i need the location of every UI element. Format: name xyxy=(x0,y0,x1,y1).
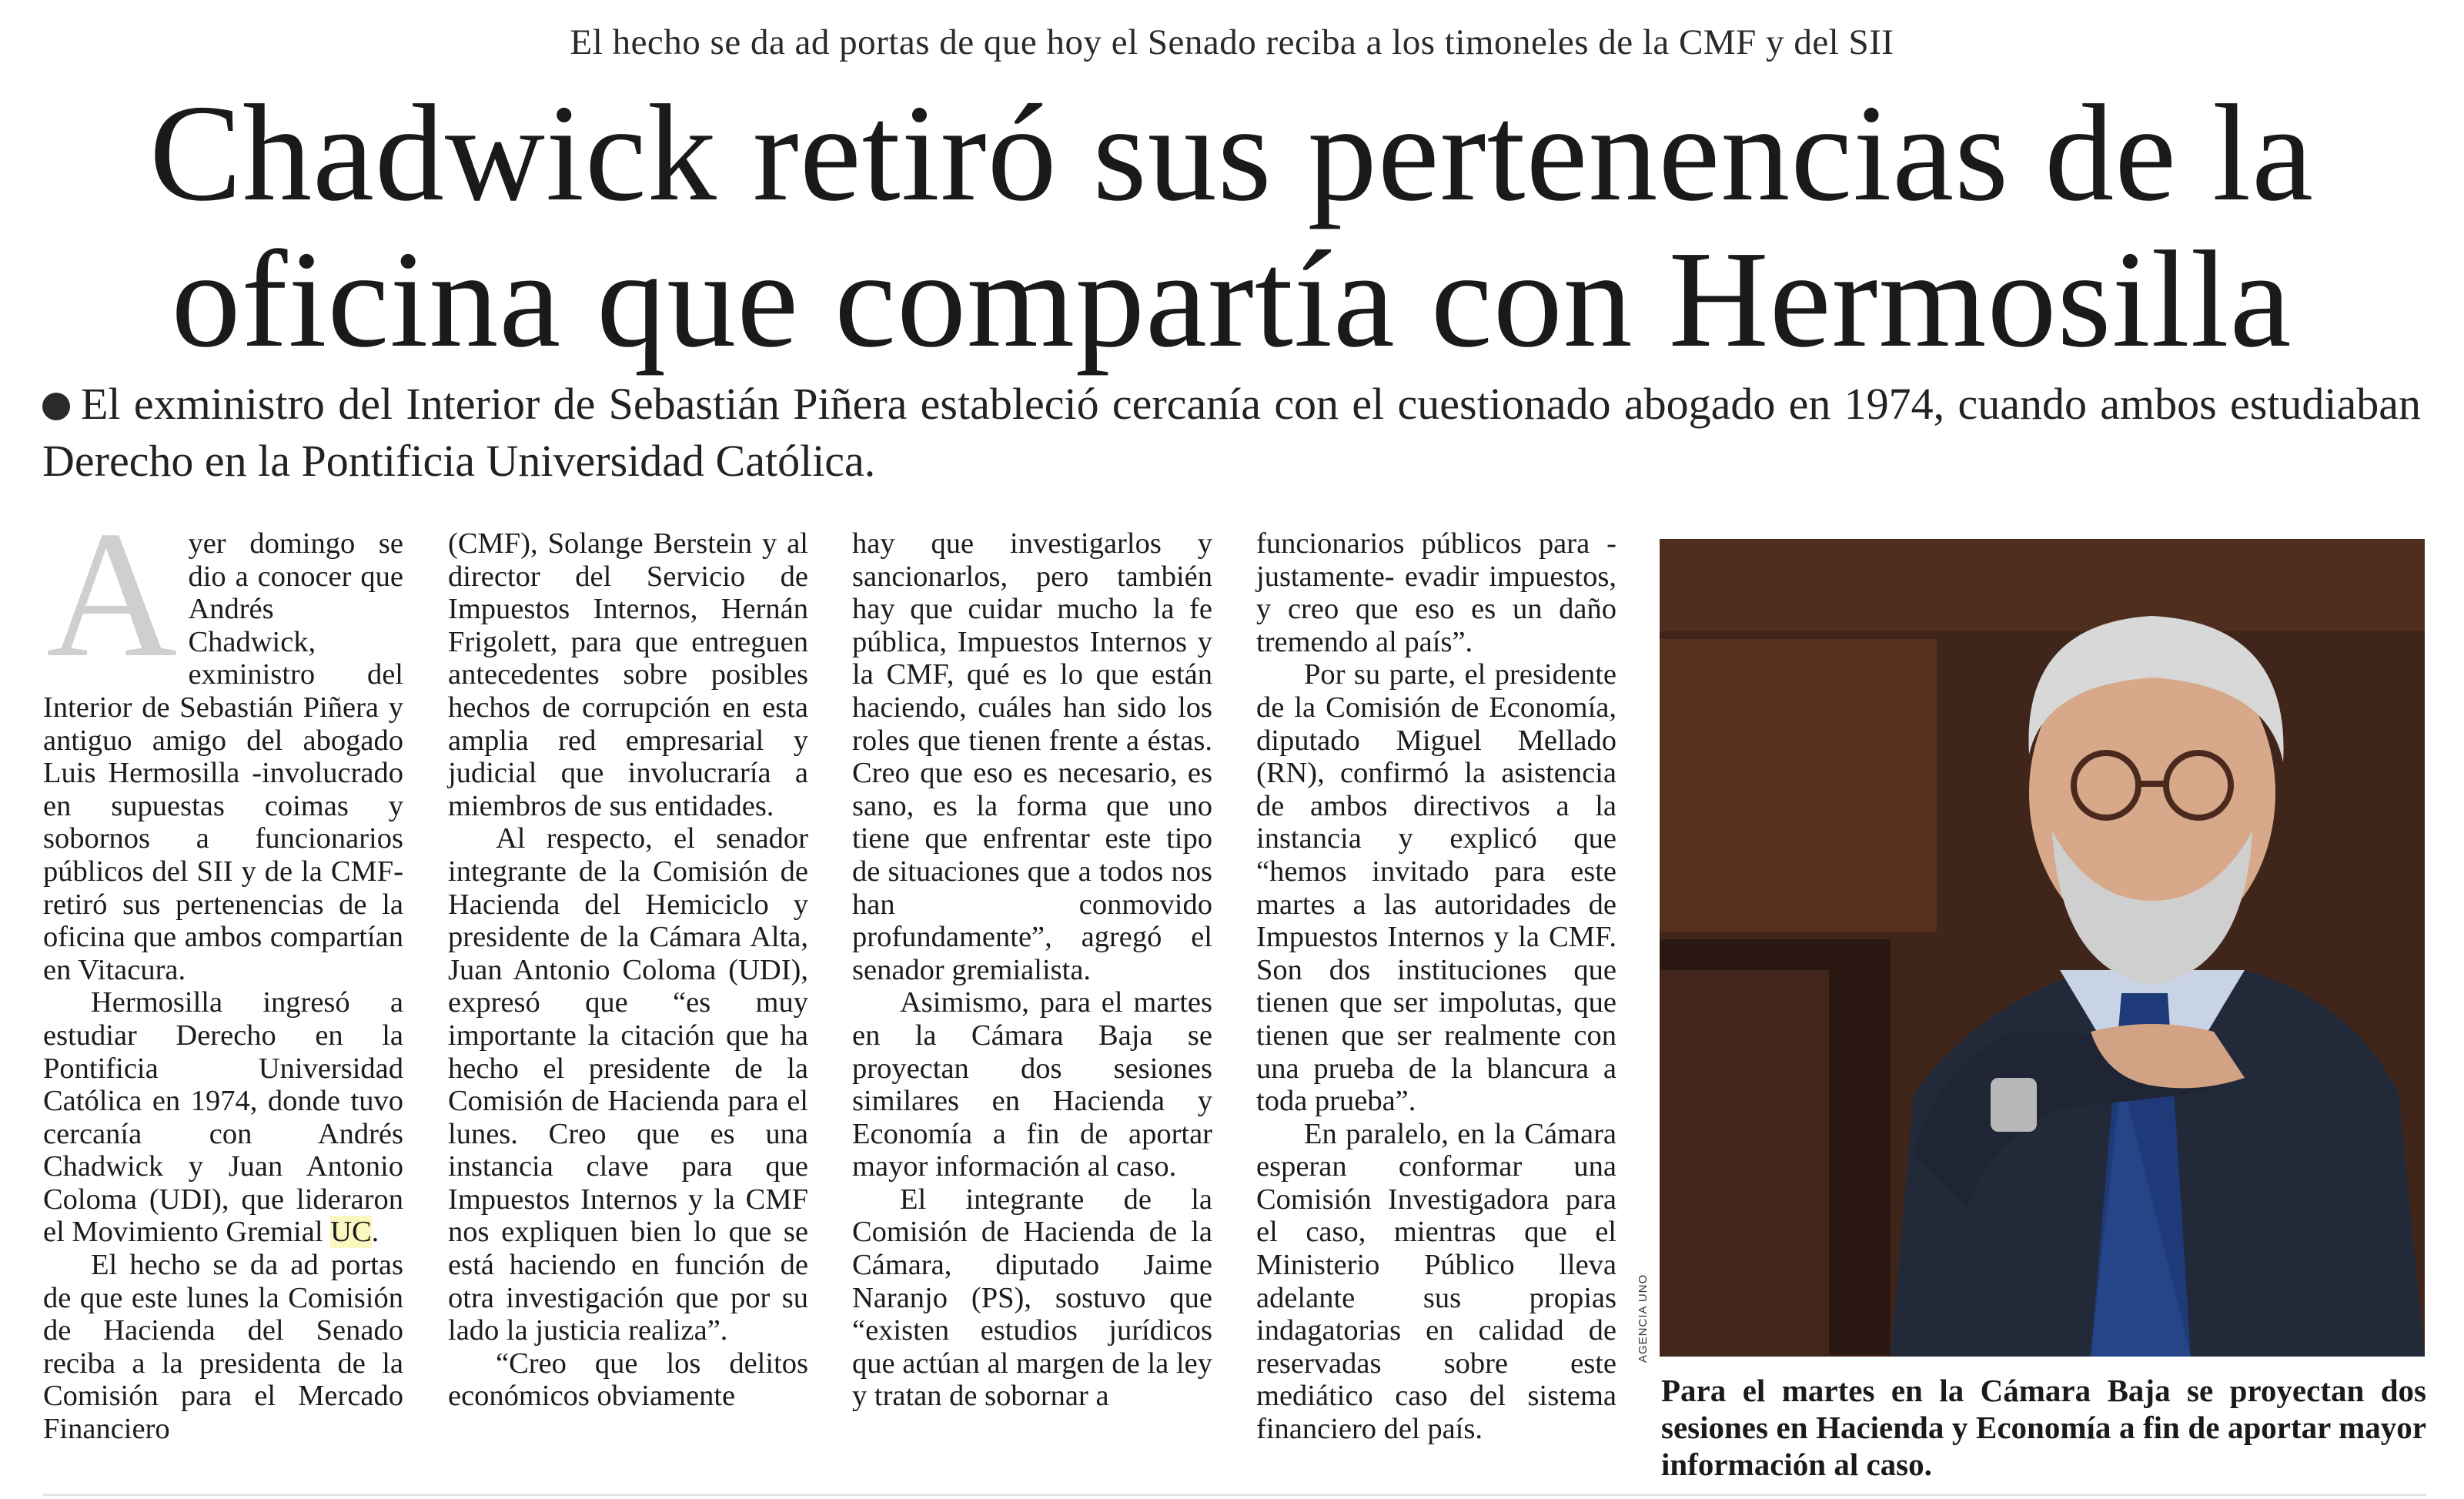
paragraph: El integrante de la Comisión de Hacienda de la Cámara, diputado Jaime Naranjo (PS), sostuvo que “existen estudios jurídicos que actúan al margen de la ley y tratan de sobornar a xyxy=(852,1183,1212,1413)
paragraph-text: Hermosilla ingresó a estudiar Derecho en la Pontificia Universidad Católica en 1974, donde tuvo cercanía con Andrés Chadwick y Juan Antonio Coloma (UDI), que lideraron el Movimiento Gremial xyxy=(43,986,403,1249)
paragraph: (CMF), Solange Berstein y al director del Servicio de Impuestos Internos, Hernán Frigolett, para que entreguen antecedentes sobre posibles hechos de corrupción en esta amplia red empresarial y judicial que involucraría a miembros de sus entidades. xyxy=(448,527,808,822)
paragraph: El hecho se da ad portas de que este lunes la Comisión de Hacienda del Senado reciba a la presidenta de la Comisión para el Mercado Financiero xyxy=(43,1249,403,1446)
photo-illustration xyxy=(1660,539,2425,1357)
paragraph: “Creo que los delitos económicos obviamente xyxy=(448,1347,808,1413)
bullet-icon xyxy=(42,393,70,420)
headline xyxy=(46,76,2417,376)
headline-line-2: oficina que compartía con Hermosilla xyxy=(171,223,2292,376)
bottom-divider xyxy=(43,1494,2426,1496)
paragraph: hay que investigarlos y sancionarlos, pero también hay que cuidar mucho la fe pública, Impuestos Internos y la CMF, qué es lo que están haciendo, cuáles han sido los roles que tienen frente a éstas. Creo que eso es necesario, es sano, es la forma que uno tiene que enfrentar este tipo de situaciones que a todos nos han conmovido profundamente”, agregó el senador gremialista. xyxy=(852,527,1212,986)
kicker: El hecho se da ad portas de que hoy el Senado reciba a los timoneles de la CMF y del SII xyxy=(570,22,1894,62)
deck xyxy=(42,376,2421,490)
paragraph: En paralelo, en la Cámara esperan conformar una Comisión Investigadora para el caso, mientras que el Ministerio Público lleva adelante sus propias indagatorias en calidad de reservadas sobre este mediático caso del sistema financiero del país. xyxy=(1256,1117,1616,1446)
column-4 xyxy=(1256,527,1616,1486)
paragraph: Asimismo, para el martes en la Cámara Baja se proyectan dos sesiones similares en Hacienda y Economía a fin de aportar mayor información al caso. xyxy=(852,986,1212,1183)
headline-line-1: Chadwick retiró sus pertenencias de la xyxy=(149,76,2314,229)
column-1 xyxy=(43,494,403,1486)
photo-caption: Para el martes en la Cámara Baja se proyectan dos sesiones en Hacienda y Economía a fin de aportar mayor información al caso. xyxy=(1661,1373,2426,1482)
paragraph: yer domingo se dio a conocer que Andrés Chadwick, exministro del Interior de Sebastián Piñera y antiguo amigo del abogado Luis Hermosilla -involucrado en supuestas coimas y sobornos a funcionarios públicos del SII y de la CMF- retiró sus pertenencias de la oficina que ambos compartían en Vitacura. xyxy=(43,527,403,986)
column-2 xyxy=(448,527,808,1486)
paragraph: Por su parte, el presidente de la Comisión de Economía, diputado Miguel Mellado (RN), confirmó la asistencia de ambos directivos a la instancia y explicó que “hemos invitado para este martes a las autoridades de Impuestos Internos y la CMF. Son dos instituciones que tienen que ser impolutas, que tienen que ser realmente con una prueba de la blancura a toda prueba”. xyxy=(1256,658,1616,1118)
paragraph: Al respecto, el senador integrante de la Comisión de Hacienda del Hemiciclo y presidente de la Cámara Alta, Juan Antonio Coloma (UDI), expresó que “es muy importante la citación que ha hecho el presidente de la Comisión de Hacienda para el lunes. Creo que es una instancia clave para que Impuestos Internos y la CMF nos expliquen bien lo que se está haciendo en función de otra investigación que por su lado la justicia realiza”. xyxy=(448,822,808,1347)
paragraph-text: . xyxy=(371,1216,379,1249)
paragraph: funcionarios públicos para -justamente- evadir impuestos, y creo que eso es un daño tremendo al país”. xyxy=(1256,527,1616,658)
paragraph xyxy=(43,986,403,1249)
column-3 xyxy=(852,527,1212,1486)
photo-credit: AGENCIA UNO xyxy=(1637,1273,1650,1363)
deck-text: El exministro del Interior de Sebastián Piñera estableció cercanía con el cuestionado abogado en 1974, cuando ambos estudiaban Derecho en la Pontificia Universidad Católica. xyxy=(42,379,2421,486)
highlighted-text: UC xyxy=(330,1216,372,1249)
dropcap: A xyxy=(46,494,178,695)
news-photo xyxy=(1660,539,2425,1357)
